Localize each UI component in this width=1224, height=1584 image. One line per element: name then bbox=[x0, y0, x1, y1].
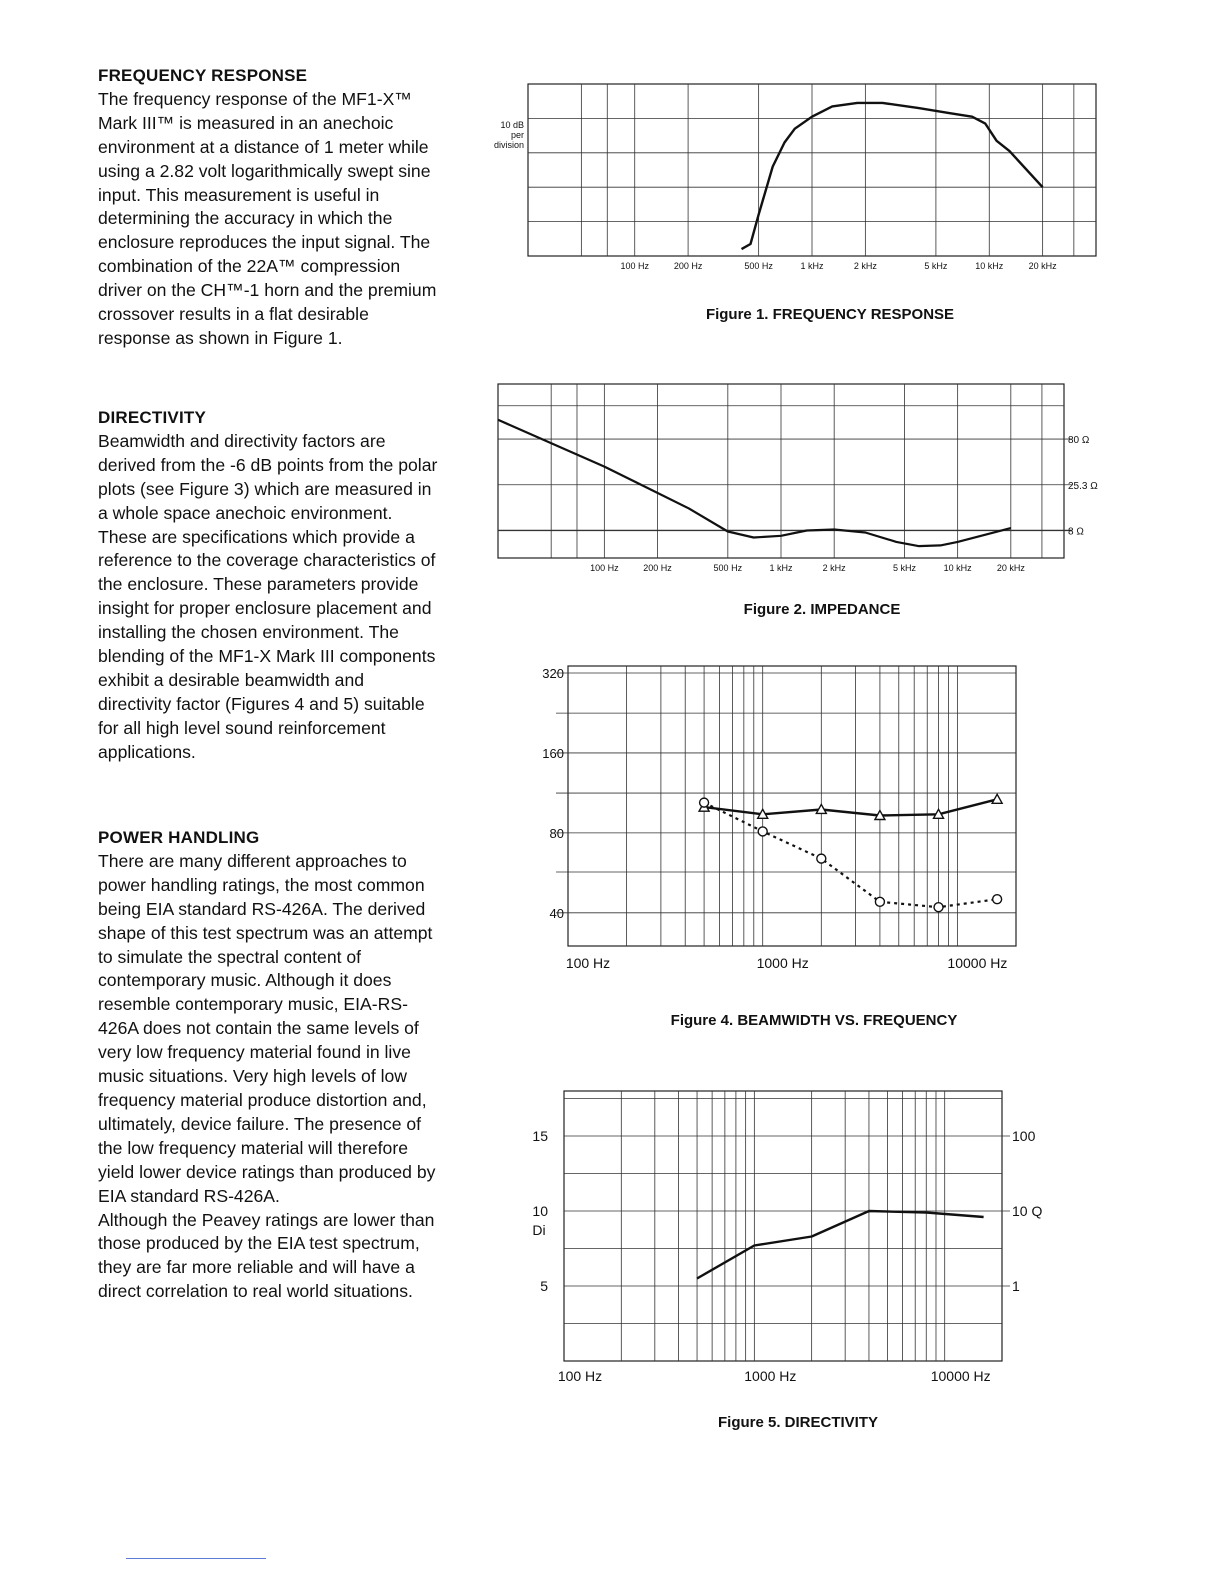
y-ref-label: 80 Ω bbox=[1068, 435, 1090, 447]
data-point-circle bbox=[700, 798, 709, 807]
response-curve bbox=[742, 103, 1043, 249]
x-tick-label: 500 Hz bbox=[713, 563, 743, 573]
figure-1-frequency-response bbox=[480, 78, 1100, 283]
section-heading: FREQUENCY RESPONSE bbox=[98, 66, 308, 85]
x-tick-label: 100 Hz bbox=[557, 1368, 603, 1384]
y-tick-label: 15 bbox=[532, 1128, 548, 1144]
x-tick-label: 1000 Hz bbox=[756, 955, 809, 971]
x-tick-label: 500 Hz bbox=[744, 261, 773, 271]
figure-4-caption: Figure 4. BEAMWIDTH VS. FREQUENCY bbox=[670, 1012, 958, 1029]
y-ref-label: 25.3 Ω bbox=[1068, 480, 1098, 492]
y-tick-label: 320 bbox=[542, 665, 564, 681]
x-tick-label: 1 kHz bbox=[800, 261, 824, 271]
y-label-line3: division bbox=[493, 140, 524, 150]
data-point-circle bbox=[993, 895, 1002, 904]
section-body: Beamwidth and directivity factors are derived from the -6 dB points from the polar plots (see Figure 3) which are measured in a whole space anechoic environment. These are specifications which provide a reference to the coverage characteristics of the enclosure. These parameters provide insight for proper enclosure placement and installing the chosen environment. The blending of the MF1-X Mark III components exhibit a desirable beamwidth and directivity factor (Figures 4 and 5) suitable for all high level sound reinforcement applications. bbox=[98, 430, 438, 762]
horizontal-beamwidth-line bbox=[704, 799, 997, 815]
impedance-chart bbox=[490, 380, 1120, 580]
x-tick-label: 100 Hz bbox=[565, 955, 611, 971]
x-tick-label: 5 kHz bbox=[924, 261, 948, 271]
x-tick-label: 20 kHz bbox=[996, 563, 1025, 573]
beamwidth-chart bbox=[520, 660, 1040, 980]
vertical-beamwidth-line bbox=[704, 803, 997, 908]
figure-1-caption: Figure 1. FREQUENCY RESPONSE bbox=[705, 306, 955, 323]
x-tick-label: 2 kHz bbox=[822, 563, 846, 573]
data-point-circle bbox=[758, 827, 767, 836]
y-tick-label: 10 bbox=[532, 1203, 548, 1219]
x-tick-label: 200 Hz bbox=[673, 261, 703, 271]
x-tick-label: 1 kHz bbox=[769, 563, 793, 573]
figure-2-impedance bbox=[490, 380, 1120, 585]
y2-tick-label: 100 bbox=[1012, 1128, 1036, 1144]
data-point-circle bbox=[875, 897, 884, 906]
x-tick-label: 100 Hz bbox=[590, 563, 619, 573]
x-tick-label: 10 kHz bbox=[975, 261, 1004, 271]
x-tick-label: 1000 Hz bbox=[744, 1368, 797, 1384]
x-tick-label: 10000 Hz bbox=[930, 1368, 991, 1384]
figure-4-beamwidth bbox=[520, 660, 1040, 985]
section-frequency-response bbox=[98, 64, 443, 351]
directivity-curve bbox=[697, 1211, 984, 1279]
x-tick-label: 100 Hz bbox=[620, 261, 649, 271]
y-ref-label: 8 Ω bbox=[1068, 526, 1084, 538]
y-axis-label: Di bbox=[532, 1222, 546, 1238]
data-point-circle bbox=[934, 903, 943, 912]
y-label-line2: per bbox=[510, 130, 524, 140]
figure-5-caption: Figure 5. DIRECTIVITY bbox=[717, 1414, 879, 1431]
section-power-handling bbox=[98, 826, 443, 1304]
y-tick-label: 160 bbox=[542, 745, 564, 761]
x-tick-label: 5 kHz bbox=[892, 563, 916, 573]
frequency-response-chart bbox=[480, 78, 1100, 278]
section-heading: DIRECTIVITY bbox=[98, 408, 206, 427]
x-tick-label: 20 kHz bbox=[1028, 261, 1057, 271]
y-tick-label: 40 bbox=[549, 905, 564, 921]
x-tick-label: 200 Hz bbox=[643, 563, 672, 573]
section-body: There are many different approaches to power handling ratings, the most common being EIA standard RS-426A. The derived shape of this test spectrum was an attempt to simulate the spectral content of contemporary music. Although it does resemble contemporary music, EIA-RS-426A does not contain the same levels of very low frequency material found in live music situations. Very high levels of low frequency material produce distortion and, ultimately, device failure. The presence of the low frequency material will therefore yield lower device ratings than produced by EIA standard RS-426A. bbox=[98, 850, 436, 1206]
figure-2-caption: Figure 2. IMPEDANCE bbox=[743, 601, 901, 618]
x-tick-label: 10 kHz bbox=[943, 563, 972, 573]
section-directivity bbox=[98, 406, 443, 765]
section-body-2: Although the Peavey ratings are lower than those produced by the EIA test spectrum, they are far more reliable and will have a direct correlation to real world situations. bbox=[98, 1209, 435, 1302]
section-heading: POWER HANDLING bbox=[98, 828, 260, 847]
y2-tick-label: 10 Q bbox=[1012, 1203, 1043, 1219]
directivity-chart bbox=[520, 1085, 1060, 1395]
y-tick-label: 5 bbox=[540, 1278, 548, 1294]
section-body: The frequency response of the MF1-X™ Mark III™ is measured in an anechoic environment at a distance of 1 meter while using a 2.82 volt logarithmically swept sine input. This measurement is useful in determining the accuracy in which the enclosure reproduces the input signal. The combination of the 22A™ compression driver on the CH™-1 horn and the premium crossover results in a flat desirable response as shown in Figure 1. bbox=[98, 88, 437, 348]
data-point-triangle bbox=[992, 794, 1002, 803]
figure-5-directivity bbox=[520, 1085, 1060, 1400]
x-tick-label: 10000 Hz bbox=[947, 955, 1008, 971]
y2-tick-label: 1 bbox=[1012, 1278, 1020, 1294]
x-tick-label: 2 kHz bbox=[853, 261, 877, 271]
y-tick-label: 80 bbox=[549, 825, 564, 841]
footer-rule bbox=[126, 1558, 266, 1559]
data-point-circle bbox=[817, 854, 826, 863]
y-label-line1: 10 dB bbox=[500, 120, 524, 130]
